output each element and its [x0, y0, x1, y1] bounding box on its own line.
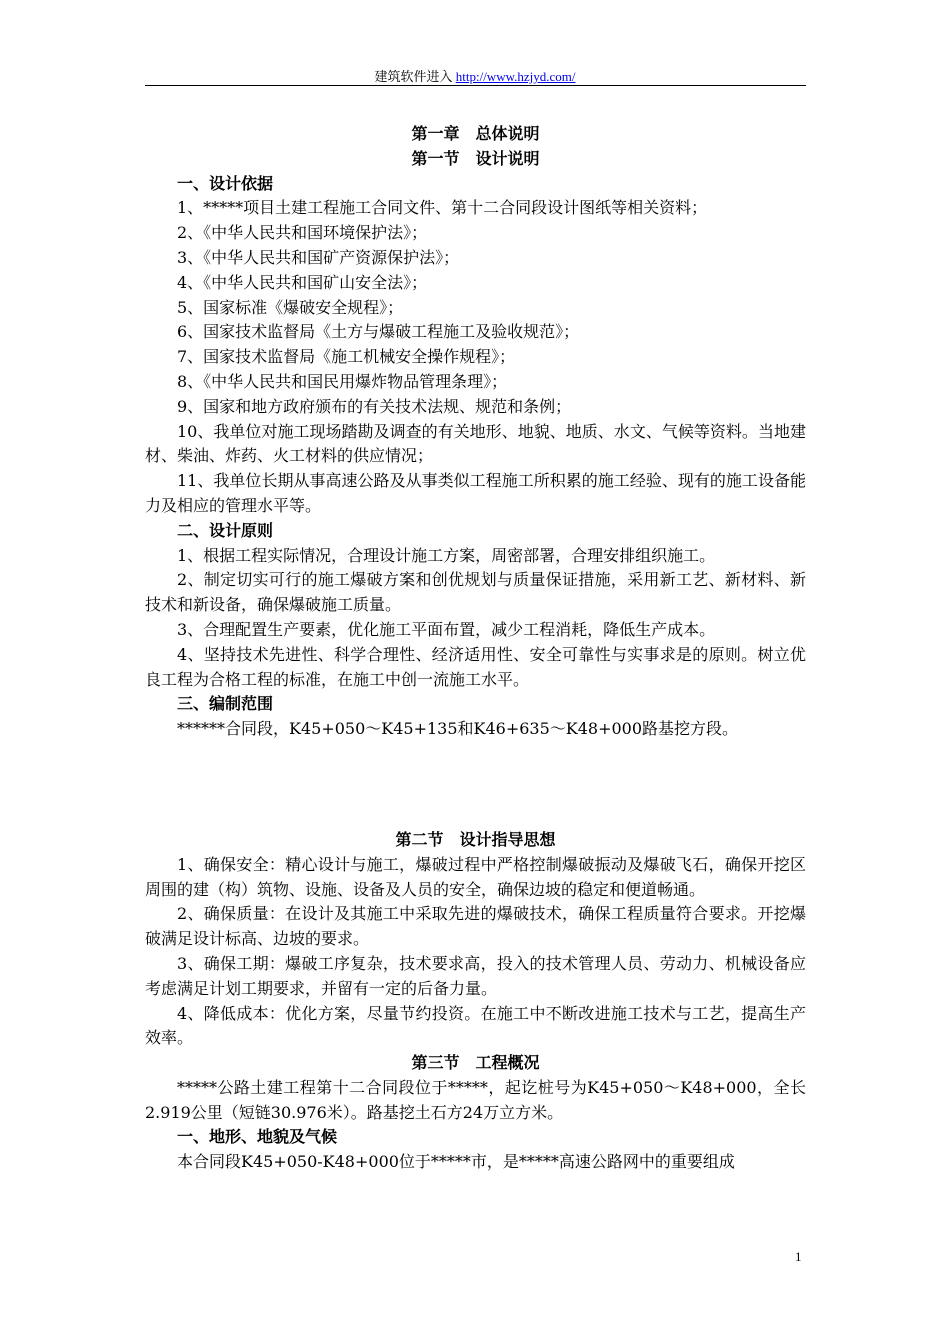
guideline-item: 3、确保工期：爆破工序复杂，技术要求高，投入的技术管理人员、劳动力、机械设备应考虑满足计划工期要求，并留有一定的后备力量。 — [145, 953, 806, 998]
scope-text: ******合同段，K45+050～K45+135和K46+635～K48+000路基挖方段。 — [177, 719, 739, 739]
principle-item: 4、坚持技术先进性、科学合理性、经济适用性、安全可靠性与实事求是的原则。树立优良工程为合格工程的标准，在施工中创一流施工水平。 — [145, 644, 806, 689]
basis-item: 5、国家标准《爆破安全规程》； — [177, 297, 404, 317]
section-gap — [145, 742, 806, 828]
section3-title: 第三节 工程概况 — [411, 1053, 540, 1073]
basis-item: 11、我单位长期从事高速公路及从事类似工程施工所积累的施工经验、现有的施工设备能力及相应的管理水平等。 — [145, 471, 806, 515]
document-body — [145, 122, 806, 1175]
guideline-item: 1、确保安全：精心设计与施工，爆破过程中严格控制爆破振动及爆破飞石，确保开挖区周围的建（构）筑物、设施、设备及人员的安全，确保边坡的稳定和便道畅通。 — [145, 854, 806, 899]
header-rule — [145, 85, 806, 86]
terrain-text: 本合同段K45+050-K48+000位于*****市，是*****高速公路网中的重要组成 — [177, 1152, 735, 1172]
basis-item: 3、《中华人民共和国矿产资源保护法》； — [177, 247, 460, 267]
principles-heading: 二、设计原则 — [177, 520, 274, 540]
basis-item: 8、《中华人民共和国民用爆炸物品管理条理》； — [177, 371, 508, 391]
terrain-heading: 一、地形、地貌及气候 — [177, 1127, 338, 1147]
basis-item: 6、国家技术监督局《土方与爆破工程施工及验收规范》； — [177, 322, 580, 342]
principle-item: 1、根据工程实际情况，合理设计施工方案，周密部署，合理安排组织施工。 — [177, 545, 716, 565]
basis-item: 2、《中华人民共和国环境保护法》； — [177, 223, 428, 243]
basis-item: 4、《中华人民共和国矿山安全法》； — [177, 272, 428, 292]
principle-item: 3、合理配置生产要素，优化施工平面布置，减少工程消耗，降低生产成本。 — [177, 619, 716, 639]
header-link[interactable]: http://www.hzjyd.com/ — [455, 69, 576, 84]
page-header — [0, 66, 950, 85]
basis-heading: 一、设计依据 — [177, 173, 274, 193]
basis-item: 10、我单位对施工现场踏勘及调查的有关地形、地貌、地质、水文、气候等资料。当地建材、柴油、炸药、火工材料的供应情况； — [145, 421, 806, 466]
section1-title: 第一节 设计说明 — [411, 148, 540, 168]
header-label: 建筑软件进入 — [374, 69, 453, 84]
guideline-item: 4、降低成本：优化方案，尽量节约投资。在施工中不断改进施工技术与工艺，提高生产效率。 — [145, 1003, 806, 1048]
section2-title: 第二节 设计指导思想 — [395, 829, 556, 849]
page-number: 1 — [795, 1249, 802, 1264]
chapter-title: 第一章 总体说明 — [411, 124, 540, 143]
basis-item: 7、国家技术监督局《施工机械安全操作规程》； — [177, 347, 516, 367]
scope-heading: 三、编制范围 — [177, 694, 274, 714]
basis-item: 9、国家和地方政府颁布的有关技术法规、规范和条例； — [177, 396, 572, 416]
overview-intro: *****公路土建工程第十二合同段位于*****，起讫桩号为K45+050～K48+000，全长2.919公里（短链30.976米）。路基挖土石方24万立方米。 — [145, 1077, 806, 1122]
basis-item: 1、*****项目土建工程施工合同文件、第十二合同段设计图纸等相关资料； — [177, 198, 708, 218]
principle-item: 2、制定切实可行的施工爆破方案和创优规划与质量保证措施，采用新工艺、新材料、新技术和新设备，确保爆破施工质量。 — [145, 570, 806, 615]
guideline-item: 2、确保质量：在设计及其施工中采取先进的爆破技术，确保工程质量符合要求。开挖爆破满足设计标高、边坡的要求。 — [145, 904, 806, 949]
